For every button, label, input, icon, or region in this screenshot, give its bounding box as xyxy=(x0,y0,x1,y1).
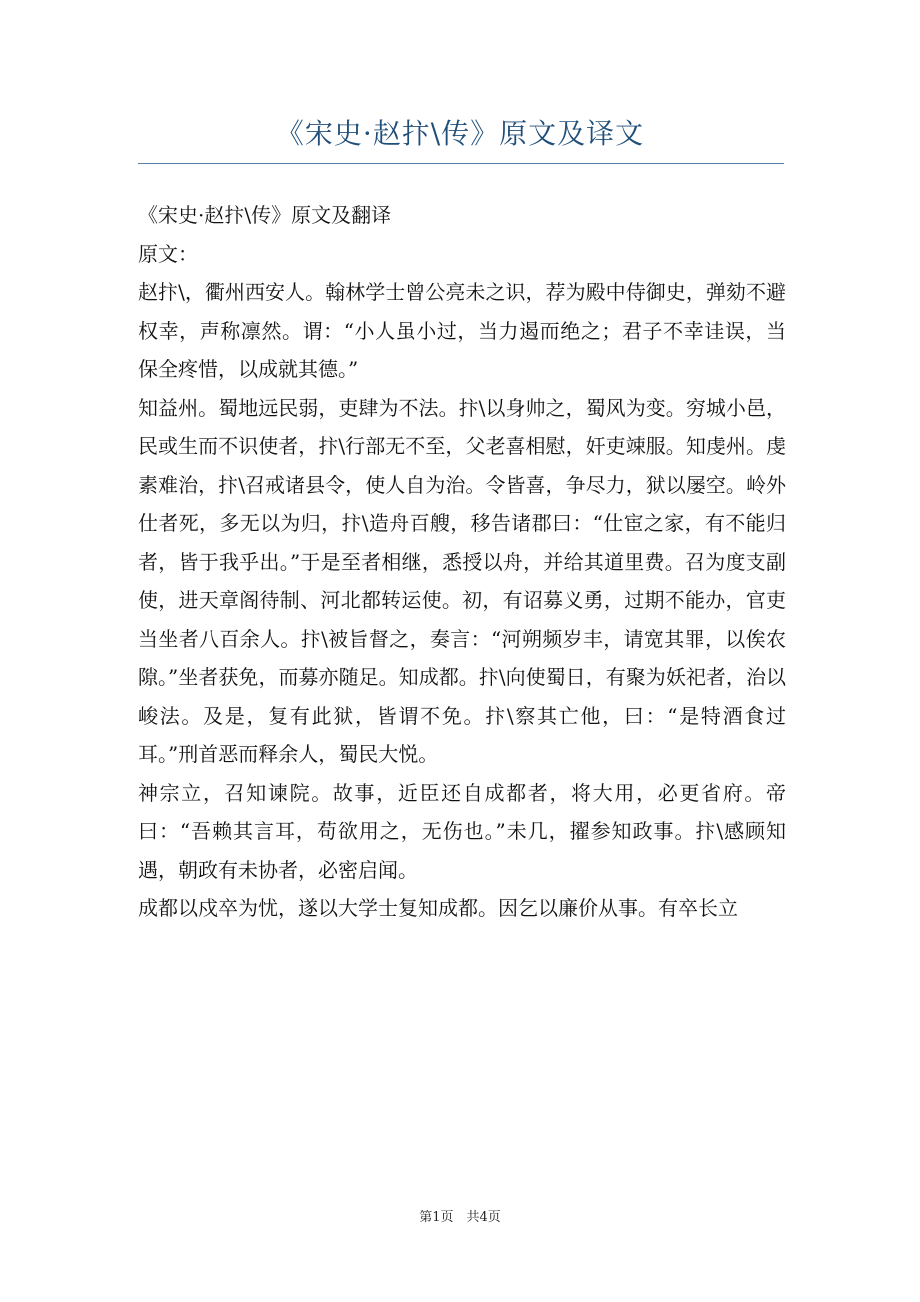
document-body xyxy=(138,196,786,928)
body-paragraph: 神宗立，召知谏院。故事，近臣还自成都者，将大用，必更省府。帝曰：“吾赖其言耳，苟欲用之，无伤也。”未几，擢参知政事。抃\感顾知遇，朝政有未协者，必密启闻。 xyxy=(138,780,786,882)
subtitle-paragraph: 《宋史·赵抃\传》原文及翻译 xyxy=(138,203,392,227)
body-paragraph: 赵抃\，衢州西安人。翰林学士曾公亮未之识，荐为殿中侍御史，弹劾不避权幸，声称凛然。谓：“小人虽小过，当力遏而绝之；君子不幸诖误，当保全疼惜，以成就其德。” xyxy=(138,280,786,381)
page-number-footer: 第1页 共4页 xyxy=(419,1210,501,1225)
title-underline xyxy=(138,163,784,164)
section-label-original: 原文： xyxy=(138,241,198,266)
body-paragraph: 成都以戍卒为忧，遂以大学士复知成都。因乞以廉价从事。有卒长立 xyxy=(138,896,738,920)
document-title: 《宋史·赵抃\传》原文及译文 xyxy=(275,117,645,150)
body-paragraph: 知益州。蜀地远民弱，吏肆为不法。抃\以身帅之，蜀风为变。穷城小邑，民或生而不识使者，抃\行部无不至，父老喜相慰，奸吏竦服。知虔州。虔素难治，抃\召戒诸县令，使人自为治。令皆喜，争尽力，狱以屡空。岭外仕者死，多无以为归，抃\造舟百艘，移告诸郡曰：“仕宦之家，有不能归者，皆于我乎出。”于是至者相继，悉授以舟，并给其道里费。召为度支副使，进天章阁待制、河北都转运使。初，有诏募义勇，过期不能办，官吏当坐者八百余人。抃\被旨督之，奏言：“河朔频岁丰，请宽其罪，以俟农隙。”坐者获免，而募亦随足。知成都。抃\向使蜀日，有聚为妖祀者，治以峻法。及是，复有此狱，皆谓不免。抃\察其亡他，曰：“是特酒食过耳。”刑首恶而释余人，蜀民大悦。 xyxy=(138,395,786,766)
